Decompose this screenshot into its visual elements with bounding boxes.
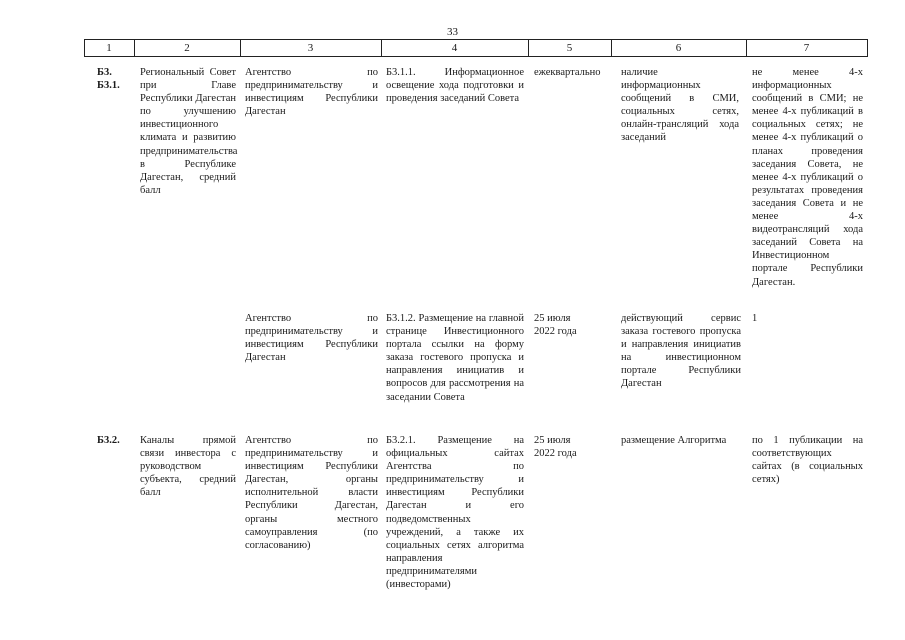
measure-cell: Б3.1.1. Информационное освещение хода подготовки и проведения заседаний Совета — [386, 67, 524, 105]
target-cell: не менее 4-х информационных сообщений в СМИ; не менее 4-х публикаций в социальных сетях; не менее 4-х публикаций о планах проведения заседания Совета, не менее 4-х публикаций о результатах проведения заседания Совета и не менее 4-х видеотрансляций хода заседаний Совета на Инвестиционном портале Республики Дагестан. — [752, 67, 863, 288]
term-cell: 25 июля 2022 года — [534, 313, 577, 338]
result-cell: размещение Алгоритма — [621, 435, 727, 446]
column-header: 6 — [675, 42, 682, 54]
result-cell: действующий сервис заказа гостевого пропуска и направления инициатив на инвестиционном портале Республики Дагестан — [621, 313, 741, 390]
indicator-cell: Региональный Совет при Главе Республики Дагестан по улучшению инвестиционного климата и развитию предпринимательства в Республике Дагестан, средний балл — [140, 67, 238, 196]
result-cell: наличие информационных сообщений в СМИ, социальных сетях, онлайн-трансляций хода заседаний — [621, 67, 739, 144]
row-code: Б3. Б3.1. — [97, 67, 120, 92]
term-cell: ежеквартально — [534, 67, 601, 78]
column-divider — [867, 40, 868, 56]
executor-cell: Агентство по предпринимательству и инвестициям Республики Дагестан — [245, 67, 378, 118]
target-cell: по 1 публикации на соответствующих сайтах (в социальных сетях) — [752, 435, 863, 486]
term-cell: 25 июля 2022 года — [534, 435, 577, 460]
column-header: 3 — [307, 42, 314, 54]
measure-cell: Б3.2.1. Размещение на официальных сайтах Агентства по предпринимательству и инвестициям Республики Дагестан и его подведомственных учреждений, а также их социальных сетях алгоритма направления предпринимателями (инвесторами) — [386, 435, 524, 591]
header-top-border — [84, 39, 868, 40]
column-header: 5 — [566, 42, 573, 54]
column-header: 2 — [184, 42, 190, 54]
executor-cell: Агентство по предпринимательству и инвестициям Республики Дагестан, органы исполнительной власти Республики Дагестан, органы местного самоуправления (по согласованию) — [245, 435, 378, 551]
header-bottom-border — [84, 56, 868, 57]
indicator-cell: Каналы прямой связи инвестора с руководством субъекта, средний балл — [140, 435, 236, 499]
executor-cell: Агентство по предпринимательству и инвестициям Республики Дагестан — [245, 313, 378, 364]
column-header: 7 — [803, 42, 810, 54]
row-code: Б3.2. — [97, 435, 120, 446]
measure-cell: Б3.1.2. Размещение на главной странице Инвестиционного портала ссылки на форму заказа гостевого пропуска и направления инициатив и вопросов для рассмотрения на заседании Совета — [386, 313, 524, 403]
column-header: 4 — [451, 42, 458, 54]
column-header: 1 — [106, 42, 112, 54]
target-cell: 1 — [752, 313, 758, 324]
page-number: 33 — [447, 26, 458, 38]
